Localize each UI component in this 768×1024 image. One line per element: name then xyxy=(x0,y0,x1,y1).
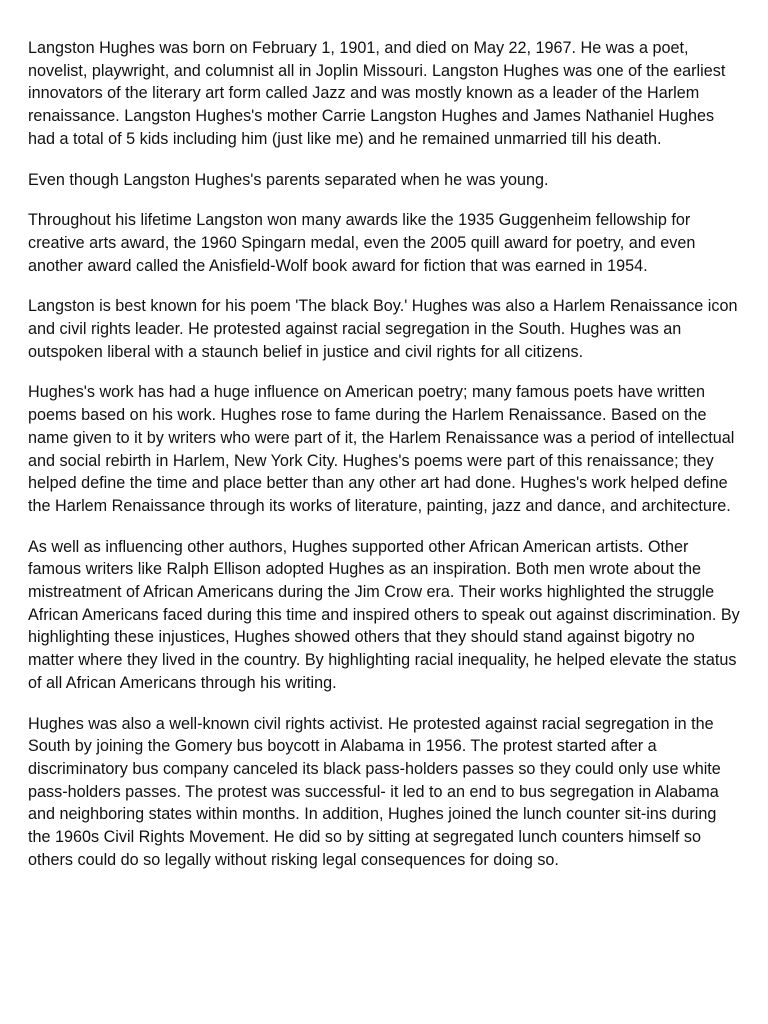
paragraph-awards: Throughout his lifetime Langston won many awards like the 1935 Guggenheim fellowship for creative arts award, the 1960 Spingarn medal, even the 2005 quill award for poetry, and even another award called the Anisfield-Wolf book award for fiction that was earned in 1954. xyxy=(28,211,696,275)
paragraph-civil-rights-activism: Hughes was also a well-known civil rights activist. He protested against racial segregation in the South by joining the Gomery bus boycott in Alabama in 1956. The protest started after a discriminatory bus company canceled its black pass-holders passes so they could only use white pass-holders passes. The protest was successful- it led to an end to bus segregation in Alabama and neighboring states within months. In addition, Hughes joined the lunch counter sit-ins during the 1960s Civil Rights Movement. He did so by sitting at segregated lunch counters himself so others could do so legally without risking legal consequences for doing so. xyxy=(28,714,721,869)
paragraph-influence-on-poetry: Hughes's work has had a huge influence on American poetry; many famous poets have written poems based on his work. Hughes rose to fame during the Harlem Renaissance. Based on the name given to it by writers who were part of it, the Harlem Renaissance was a period of intellectual and social rebirth in Harlem, New York City. Hughes's poems were part of this renaissance; they helped define the time and place better than any other art had done. Hughes's work helped define the Harlem Renaissance through its works of literature, painting, jazz and dance, and architecture. xyxy=(28,383,735,515)
paragraph-birth-and-family: Langston Hughes was born on February 1, 1901, and died on May 22, 1967. He was a poet, novelist, playwright, and columnist all in Joplin Missouri. Langston Hughes was one of the earliest innovators of the literary art form called Jazz and was mostly known as a leader of the Harlem renaissance. Langston Hughes's mother Carrie Langston Hughes and James Nathaniel Hughes had a total of 5 kids including him (just like me) and he remained unmarried till his death. xyxy=(28,39,726,148)
paragraph-best-known-poem: Langston is best known for his poem 'The black Boy.' Hughes was also a Harlem Renaissance icon and civil rights leader. He protested against racial segregation in the South. Hughes was an outspoken liberal with a staunch belief in justice and civil rights for all citizens. xyxy=(28,297,738,361)
paragraph-supporting-artists: As well as influencing other authors, Hughes supported other African American artists. Other famous writers like Ralph Ellison adopted Hughes as an inspiration. Both men wrote about the mistreatment of African Americans during the Jim Crow era. Their works highlighted the struggle African Americans faced during this time and inspired others to speak out against discrimination. By highlighting these injustices, Hughes showed others that they should stand against bigotry no matter where they lived in the country. By highlighting racial inequality, he helped elevate the status of all African Americans through his writing. xyxy=(28,537,740,692)
essay-body xyxy=(28,37,740,890)
paragraph-parents-separated: Even though Langston Hughes's parents separated when he was young. xyxy=(28,170,549,189)
